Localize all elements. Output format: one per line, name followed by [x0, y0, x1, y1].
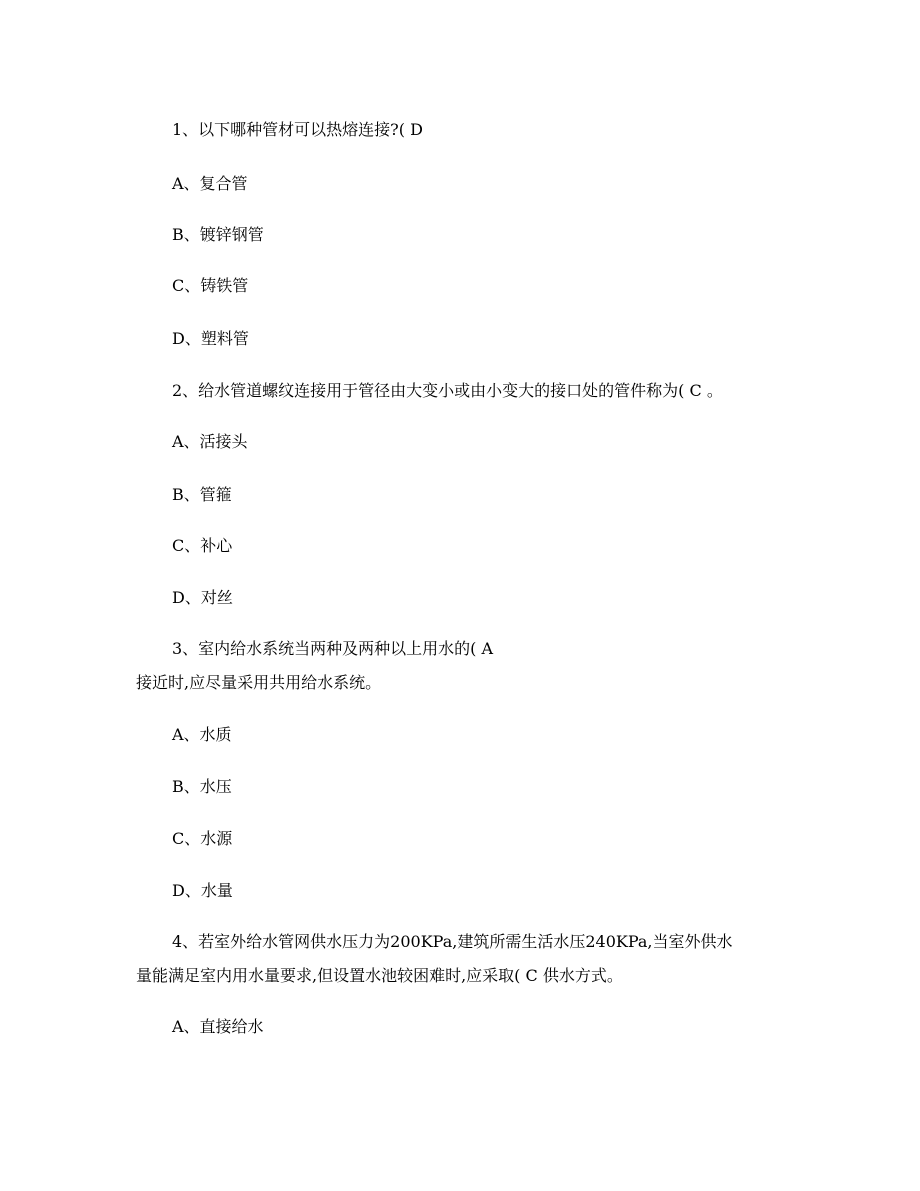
question-2-stem: 2、给水管道螺纹连接用于管径由大变小或由小变大的接口处的管件称为( C 。: [172, 381, 723, 400]
question-1-stem: 1、以下哪种管材可以热熔连接?( D: [172, 120, 423, 139]
question-1-option-a: A、复合管: [172, 174, 248, 193]
question-1-option-d: D、塑料管: [172, 329, 249, 348]
question-3-option-c: C、水源: [172, 829, 233, 848]
question-3-stem-line-1: 3、室内给水系统当两种及两种以上用水的( A: [172, 639, 494, 658]
question-2-option-d: D、对丝: [172, 588, 233, 607]
question-2-option-c: C、补心: [172, 536, 233, 555]
question-1-option-b: B、镀锌钢管: [172, 225, 264, 244]
question-3-stem-line-2: 接近时,应尽量采用共用给水系统。: [136, 673, 382, 692]
question-3-option-a: A、水质: [172, 725, 232, 744]
question-4-stem-line-2: 量能满足室内用水量要求,但设置水池较困难时,应采取( C 供水方式。: [136, 966, 623, 985]
question-4-option-a: A、直接给水: [172, 1017, 264, 1036]
question-4-stem-line-1: 4、若室外给水管网供水压力为200KPa,建筑所需生活水压240KPa,当室外供水: [172, 932, 733, 951]
question-3-option-b: B、水压: [172, 777, 232, 796]
question-2-option-a: A、活接头: [172, 432, 248, 451]
question-3-option-d: D、水量: [172, 881, 233, 900]
question-1-option-c: C、铸铁管: [172, 276, 249, 295]
question-2-option-b: B、管箍: [172, 485, 232, 504]
